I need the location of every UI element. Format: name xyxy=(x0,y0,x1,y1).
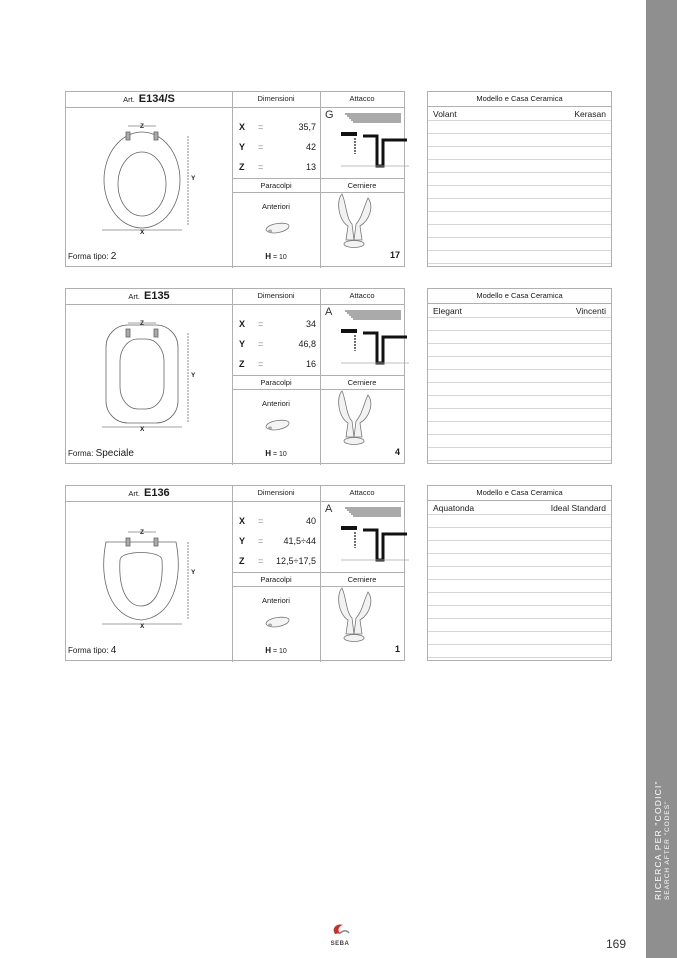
height-value xyxy=(232,646,320,655)
manufacturer-name: Kerasan xyxy=(574,109,606,119)
dimension-y xyxy=(236,337,316,351)
equals-sign: = xyxy=(258,142,264,152)
compatibility-table xyxy=(427,91,612,267)
dimension-x xyxy=(236,120,316,134)
hinge-icon xyxy=(332,584,376,648)
height-number: = 10 xyxy=(271,451,287,458)
table-rule xyxy=(428,146,611,147)
equals-sign: = xyxy=(258,162,264,172)
svg-text:Z: Z xyxy=(140,529,144,536)
table-rule xyxy=(428,553,611,554)
equals-sign: = xyxy=(258,536,264,546)
model-name: Aquatonda xyxy=(433,503,475,513)
article-code xyxy=(66,289,232,304)
attachment-type: A xyxy=(325,306,333,318)
shape-label: Forma tipo: xyxy=(68,646,111,655)
dimension-value: 42 xyxy=(305,142,316,152)
table-rule xyxy=(428,237,611,238)
dimension-value: 46,8 xyxy=(298,339,316,349)
logo-swirl-icon xyxy=(327,922,353,936)
hinge-icon xyxy=(332,190,376,254)
dimension-value: 41,5÷44 xyxy=(283,536,316,546)
table-rule xyxy=(428,263,611,264)
table-rule xyxy=(428,540,611,541)
product-card xyxy=(65,485,405,661)
table-rule xyxy=(428,330,611,331)
dimension-y xyxy=(236,140,316,154)
hinge-quantity: 1 xyxy=(394,644,400,654)
dimension-value: 16 xyxy=(305,359,316,369)
dimension-key: Y xyxy=(239,339,246,349)
dimension-x xyxy=(236,514,316,528)
dimension-z xyxy=(236,357,316,371)
svg-text:Y: Y xyxy=(191,569,196,576)
bumper-type: Anteriori xyxy=(262,596,290,605)
bumpers-header: Paracolpi xyxy=(260,575,292,584)
side-tab-title: RICERCA PER "CODICI" xyxy=(653,780,663,900)
shape-label: Forma: xyxy=(68,449,96,458)
shape-label: Forma tipo: xyxy=(68,252,111,261)
table-rule xyxy=(428,579,611,580)
hinges-header: Cerniere xyxy=(347,575,377,584)
attachment-header: Attacco xyxy=(349,488,375,497)
dimensions-header: Dimensioni xyxy=(257,488,295,497)
dimensions-header: Dimensioni xyxy=(257,94,295,103)
dimension-value: 12,5÷17,5 xyxy=(276,556,316,566)
hinges-header: Cerniere xyxy=(347,181,377,190)
table-rule xyxy=(428,527,611,528)
dimension-key: X xyxy=(239,319,246,329)
dimension-value: 34 xyxy=(305,319,316,329)
equals-sign: = xyxy=(258,122,264,132)
seat-dimension-drawing xyxy=(96,512,226,632)
table-rule xyxy=(428,421,611,422)
seat-dimension-drawing xyxy=(96,315,226,435)
table-rule xyxy=(428,224,611,225)
table-rule xyxy=(428,460,611,461)
side-tab-label xyxy=(654,780,671,900)
shape-type xyxy=(68,448,134,459)
product-card xyxy=(65,91,405,267)
article-number: E136 xyxy=(143,487,170,499)
table-rule xyxy=(428,317,611,318)
table-rule xyxy=(428,618,611,619)
bumper-type: Anteriori xyxy=(262,399,290,408)
hinge-icon xyxy=(332,387,376,451)
table-rule xyxy=(428,447,611,448)
table-rule xyxy=(428,592,611,593)
compatibility-header: Modello e Casa Ceramica xyxy=(428,486,611,501)
height-number: = 10 xyxy=(271,254,287,261)
shape-value: 2 xyxy=(110,251,117,262)
table-rule xyxy=(428,605,611,606)
header-divider xyxy=(66,304,404,305)
article-number: E135 xyxy=(143,290,170,302)
height-key: H xyxy=(265,646,271,655)
svg-text:X: X xyxy=(140,623,145,630)
hinge-quantity: 4 xyxy=(394,447,400,457)
logo-text: SEBA xyxy=(330,941,350,947)
dimension-key: Y xyxy=(239,536,246,546)
table-rule xyxy=(428,159,611,160)
svg-text:Y: Y xyxy=(191,372,196,379)
seba-logo xyxy=(327,922,353,947)
dimension-z xyxy=(236,554,316,568)
table-rule xyxy=(428,395,611,396)
compatibility-table xyxy=(427,485,612,661)
height-value xyxy=(232,252,320,261)
model-name: Elegant xyxy=(433,306,462,316)
product-entry xyxy=(65,91,612,267)
bumpers-header: Paracolpi xyxy=(260,181,292,190)
table-rule xyxy=(428,356,611,357)
attachment-diagram xyxy=(337,504,415,572)
dimension-key: Y xyxy=(239,142,246,152)
header-divider xyxy=(66,501,404,502)
product-card xyxy=(65,288,405,464)
bumper-type: Anteriori xyxy=(262,202,290,211)
header-divider xyxy=(66,107,404,108)
side-tab-subtitle: SEARCH AFTER "CODES" xyxy=(663,800,671,900)
table-rule xyxy=(428,657,611,658)
dimension-x xyxy=(236,317,316,331)
dimension-key: Z xyxy=(239,556,245,566)
hinges-header: Cerniere xyxy=(347,378,377,387)
equals-sign: = xyxy=(258,359,264,369)
dimension-key: X xyxy=(239,516,246,526)
attachment-type: A xyxy=(325,503,333,515)
article-prefix: Art. xyxy=(128,292,140,301)
table-rule xyxy=(428,120,611,121)
shape-type xyxy=(68,645,116,656)
dimension-z xyxy=(236,160,316,174)
table-rule xyxy=(428,644,611,645)
product-entry xyxy=(65,288,612,464)
attachment-header: Attacco xyxy=(349,291,375,300)
table-rule xyxy=(428,566,611,567)
svg-text:Z: Z xyxy=(140,320,144,327)
table-rule xyxy=(428,211,611,212)
table-rule xyxy=(428,434,611,435)
table-rule xyxy=(428,631,611,632)
height-number: = 10 xyxy=(271,648,287,655)
bumper-icon xyxy=(263,612,293,632)
table-rule xyxy=(428,343,611,344)
svg-text:X: X xyxy=(140,426,145,433)
table-rule xyxy=(428,185,611,186)
compatibility-header: Modello e Casa Ceramica xyxy=(428,289,611,304)
equals-sign: = xyxy=(258,516,264,526)
dimensions-header: Dimensioni xyxy=(257,291,295,300)
table-rule xyxy=(428,198,611,199)
dimension-key: X xyxy=(239,122,246,132)
svg-text:Z: Z xyxy=(140,123,144,130)
dimension-key: Z xyxy=(239,359,245,369)
attachment-diagram xyxy=(337,110,415,178)
manufacturer-name: Vincenti xyxy=(575,306,606,316)
compatibility-table xyxy=(427,288,612,464)
svg-text:Y: Y xyxy=(191,175,196,182)
height-key: H xyxy=(265,449,271,458)
table-rule xyxy=(428,250,611,251)
bumper-icon xyxy=(263,415,293,435)
table-rule xyxy=(428,408,611,409)
table-rule xyxy=(428,172,611,173)
bumper-icon xyxy=(263,218,293,238)
article-code xyxy=(66,486,232,501)
manufacturer-name: Ideal Standard xyxy=(550,503,606,513)
table-rule xyxy=(428,382,611,383)
article-prefix: Art. xyxy=(128,489,140,498)
product-entry xyxy=(65,485,612,661)
height-value xyxy=(232,449,320,458)
seat-dimension-drawing xyxy=(96,118,226,238)
attachment-diagram xyxy=(337,307,415,375)
equals-sign: = xyxy=(258,339,264,349)
article-number: E134/S xyxy=(138,93,175,105)
dimension-value: 40 xyxy=(305,516,316,526)
dimension-key: Z xyxy=(239,162,245,172)
svg-text:X: X xyxy=(140,229,145,236)
hinge-quantity: 17 xyxy=(389,250,400,260)
attachment-header: Attacco xyxy=(349,94,375,103)
shape-value: 4 xyxy=(110,645,117,656)
shape-value: Speciale xyxy=(95,448,134,459)
table-rule xyxy=(428,514,611,515)
dimension-value: 13 xyxy=(305,162,316,172)
dimension-y xyxy=(236,534,316,548)
table-rule xyxy=(428,369,611,370)
shape-type xyxy=(68,251,116,262)
equals-sign: = xyxy=(258,556,264,566)
height-key: H xyxy=(265,252,271,261)
page-number: 169 xyxy=(606,937,627,951)
article-code xyxy=(66,92,232,107)
dimension-value: 35,7 xyxy=(298,122,316,132)
table-rule xyxy=(428,133,611,134)
attachment-type: G xyxy=(325,109,334,121)
equals-sign: = xyxy=(258,319,264,329)
bumpers-header: Paracolpi xyxy=(260,378,292,387)
compatibility-header: Modello e Casa Ceramica xyxy=(428,92,611,107)
article-prefix: Art. xyxy=(123,95,135,104)
model-name: Volant xyxy=(433,109,457,119)
